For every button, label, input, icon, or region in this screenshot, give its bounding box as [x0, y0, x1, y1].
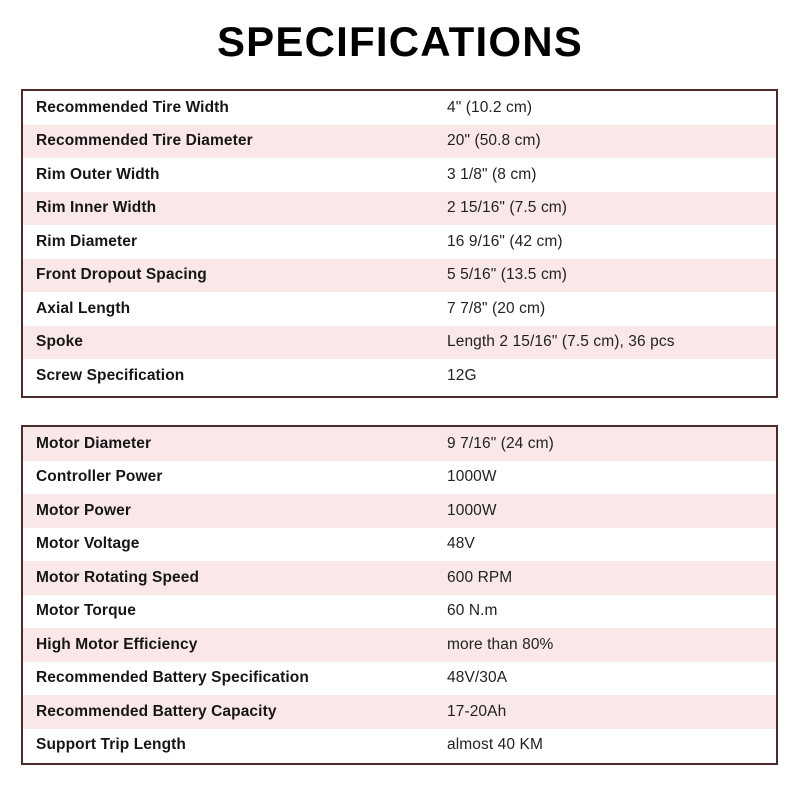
spec-value: 9 7/16" (24 cm) — [447, 434, 554, 452]
spec-label: Rim Diameter — [36, 232, 138, 250]
spec-label: Motor Rotating Speed — [36, 568, 200, 586]
table-row — [23, 292, 776, 326]
spec-label: Spoke — [36, 333, 84, 351]
table-row — [23, 729, 776, 763]
table-row — [23, 259, 776, 293]
spec-label: Rim Inner Width — [36, 199, 157, 217]
spec-value: 12G — [447, 366, 477, 384]
spec-value: 5 5/16" (13.5 cm) — [447, 266, 568, 284]
spec-value: 4" (10.2 cm) — [447, 98, 533, 116]
table-row — [23, 158, 776, 192]
spec-label: Recommended Tire Width — [36, 98, 229, 116]
table-row — [23, 695, 776, 729]
spec-value: more than 80% — [447, 635, 554, 653]
spec-label: Rim Outer Width — [36, 165, 160, 183]
table-row — [23, 91, 776, 125]
spec-value: 16 9/16" (42 cm) — [447, 232, 563, 250]
table-row — [23, 326, 776, 360]
spec-label: Recommended Battery Specification — [36, 669, 309, 687]
spec-label: Motor Power — [36, 501, 131, 519]
spec-value: 1000W — [447, 468, 497, 486]
spec-label: Motor Torque — [36, 602, 136, 620]
spec-label: Recommended Battery Capacity — [36, 702, 277, 720]
spec-value: 60 N.m — [447, 602, 498, 620]
table-row — [23, 225, 776, 259]
spec-label: Axial Length — [36, 299, 131, 317]
motor-specifications-table — [21, 425, 778, 765]
spec-value: 600 RPM — [447, 568, 513, 586]
table-row — [23, 427, 776, 461]
table-row — [23, 628, 776, 662]
spec-label: High Motor Efficiency — [36, 635, 198, 653]
table-row — [23, 359, 776, 393]
spec-value: almost 40 KM — [447, 736, 543, 754]
spec-value: 48V/30A — [447, 669, 508, 687]
table-row — [23, 662, 776, 696]
table-row — [23, 192, 776, 226]
table-row — [23, 125, 776, 159]
table-row — [23, 528, 776, 562]
spec-label: Controller Power — [36, 468, 163, 486]
page-title: SPECIFICATIONS — [216, 18, 584, 65]
spec-label: Motor Diameter — [36, 434, 152, 452]
spec-value: Length 2 15/16" (7.5 cm), 36 pcs — [447, 333, 675, 351]
spec-label: Front Dropout Spacing — [36, 266, 207, 284]
spec-label: Screw Specification — [36, 366, 185, 384]
spec-label: Recommended Tire Diameter — [36, 132, 253, 150]
spec-value: 3 1/8" (8 cm) — [447, 165, 537, 183]
spec-label: Support Trip Length — [36, 736, 186, 754]
table-row — [23, 561, 776, 595]
spec-value: 2 15/16" (7.5 cm) — [447, 199, 568, 217]
spec-value: 17-20Ah — [447, 702, 507, 720]
table-row — [23, 595, 776, 629]
table-row — [23, 461, 776, 495]
wheel-specifications-table — [21, 89, 778, 398]
spec-value: 20" (50.8 cm) — [447, 132, 541, 150]
spec-value: 1000W — [447, 501, 497, 519]
spec-value: 7 7/8" (20 cm) — [447, 299, 546, 317]
table-row — [23, 494, 776, 528]
spec-label: Motor Voltage — [36, 535, 140, 553]
spec-value: 48V — [447, 535, 475, 553]
